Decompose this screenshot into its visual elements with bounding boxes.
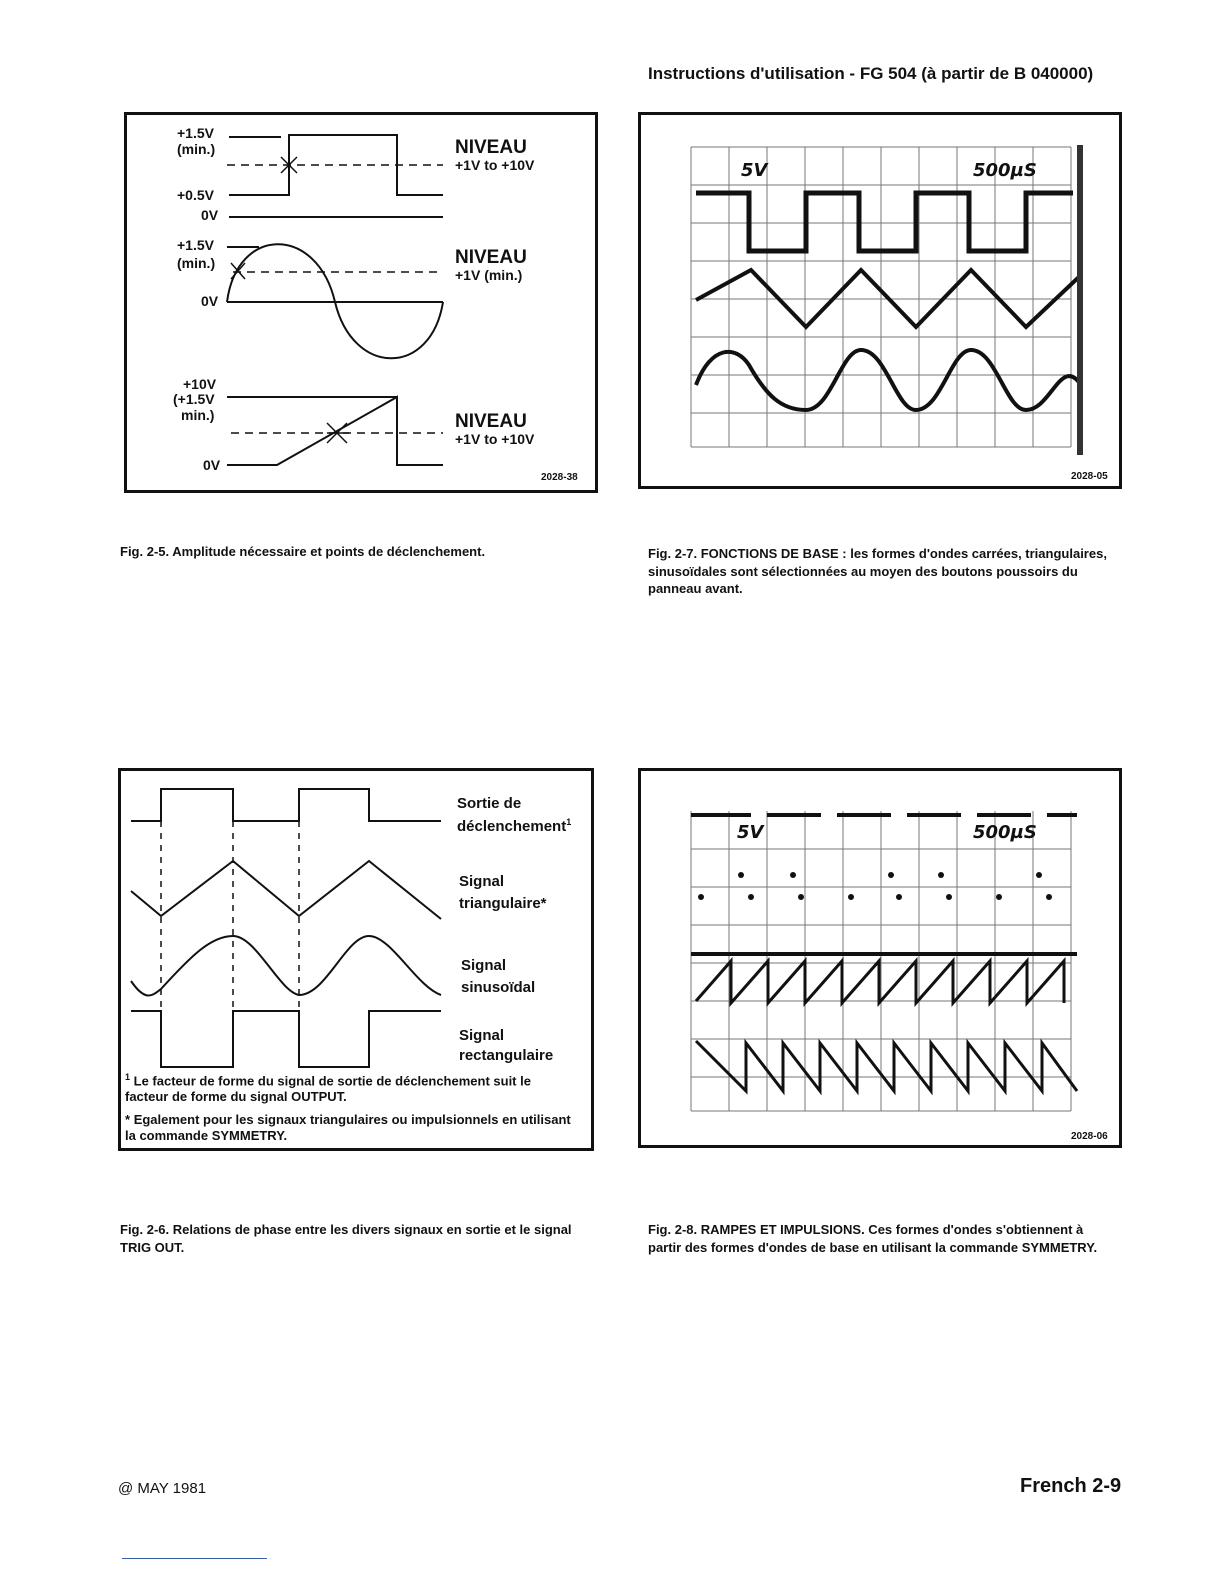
sine-signal-trace (131, 936, 441, 996)
label-sine-signal-2: sinusoïdal (461, 979, 536, 996)
figure-2-7-scope-photo (638, 112, 1122, 489)
figure-code: 2028-05 (1071, 471, 1108, 482)
label-plus-1-5v: +1.5V (177, 125, 214, 141)
label-plus-1-5v-paren: (+1.5V (173, 391, 215, 407)
figure-2-8-caption: Fig. 2-8. RAMPES ET IMPULSIONS. Ces formes d'ondes s'obtiennent à partir des formes d'ondes de base en utilisant la commande SYMMETRY. (648, 1222, 1098, 1255)
footnote-star: * Egalement pour les signaux triangulaires ou impulsionnels en utilisant la commande SYMMETRY. (125, 1112, 571, 1143)
oscilloscope-screen (641, 115, 1119, 486)
label-min: min.) (181, 407, 215, 423)
figure-2-8-scope-photo (638, 768, 1122, 1148)
oscilloscope-screen (641, 771, 1119, 1145)
label-plus-10v: +10V (183, 376, 217, 392)
label-0v: 0V (203, 457, 221, 473)
label-rectangular-signal: Signal (459, 1027, 505, 1044)
label-niveau: NIVEAU (455, 411, 527, 432)
label-plus-0-5v: +0.5V (177, 187, 214, 203)
label-0v: 0V (201, 293, 219, 309)
volts-per-div-readout: 5V (737, 822, 764, 843)
figure-code: 2028-06 (1071, 1131, 1108, 1142)
label-niveau-range: +1V to +10V (455, 157, 535, 173)
triangle-signal-trace (131, 861, 441, 919)
label-triangle-signal-2: triangulaire* (459, 895, 547, 912)
label-0v: 0V (201, 207, 219, 223)
label-sine-signal: Signal (461, 957, 507, 974)
volts-per-div-readout: 5V (741, 160, 768, 181)
figure-2-6-diagram (118, 768, 594, 1151)
label-min: (min.) (177, 141, 216, 157)
time-per-div-readout: 500µS (973, 160, 1037, 181)
figure-2-6-caption: Fig. 2-6. Relations de phase entre les divers signaux en sortie et le signal TRIG OUT. (120, 1222, 572, 1255)
figure-2-5-caption: Fig. 2-5. Amplitude nécessaire et points de déclenchement. (120, 544, 486, 559)
footer-date: @ MAY 1981 (118, 1480, 207, 1497)
label-trigger-output: Sortie de (457, 795, 522, 812)
footnote-1: $^1$ Le facteur de forme du signal de sortie de déclenchement suit le facteur de forme du signal OUTPUT. (125, 1072, 531, 1104)
label-niveau-range: +1V (min.) (455, 267, 523, 283)
rectangular-signal-trace (131, 1011, 441, 1067)
time-per-div-readout: 500µS (973, 822, 1037, 843)
label-trigger-output-2: déclenchement$^1$ (457, 817, 572, 835)
label-rectangular-signal-2: rectangulaire (459, 1047, 554, 1064)
label-plus-1-5v: +1.5V (177, 237, 214, 253)
trigger-output-trace (131, 789, 441, 821)
page-header: Instructions d'utilisation - FG 504 (à partir de B 040000) (648, 64, 1094, 83)
figure-2-7-caption: Fig. 2-7. FONCTIONS DE BASE : les formes d'ondes carrées, triangulaires, sinusoïdales sont sélectionnées au moyen des boutons poussoirs du panneau avant. (648, 546, 1107, 597)
label-niveau: NIVEAU (455, 247, 527, 268)
figure-code: 2028-38 (541, 472, 578, 483)
footer-rule (122, 1558, 267, 1559)
label-niveau: NIVEAU (455, 137, 527, 158)
label-niveau-range: +1V to +10V (455, 431, 535, 447)
page-number: French 2-9 (1020, 1475, 1122, 1497)
label-min: (min.) (177, 255, 216, 271)
figure-2-5-diagram (124, 112, 598, 493)
label-triangle-signal: Signal (459, 873, 505, 890)
